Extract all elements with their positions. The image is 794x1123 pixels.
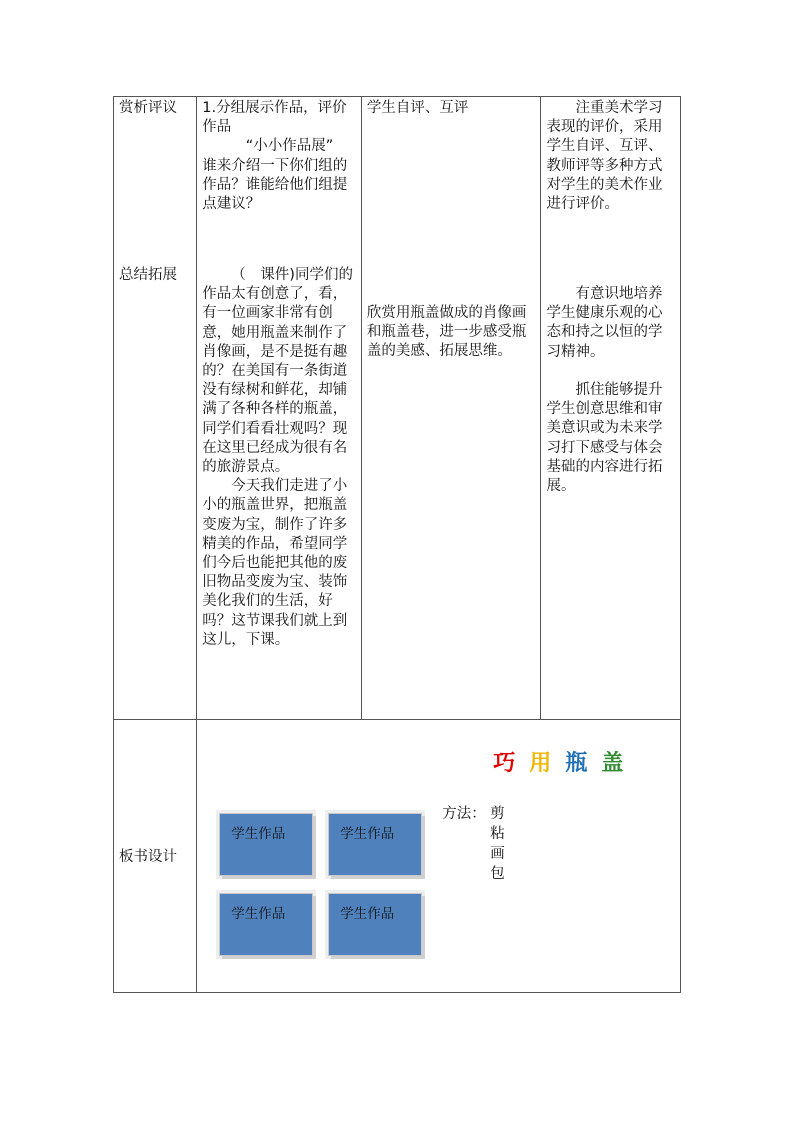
card-label: 学生作品 [231,906,286,922]
teacher-text-3: 谁来介绍一下你们组的作品？谁能给他们组提点建议？ [202,157,348,213]
method-label: 方法： [442,806,486,822]
phase-label-summary: 总结拓展 [119,267,177,283]
board-label-cell [114,720,197,993]
card-label: 学生作品 [340,826,395,842]
student-work-card [328,893,422,956]
phase-label-appreciate: 赏析评议 [119,100,177,116]
teacher-text-5: 今天我们走进了小小的瓶盖世界，把瓶盖变废为宝，制作了许多精美的作品，希望同学们今后也能把其他的废旧物品变废为宝、装饰美化我们的生活，好吗？这节课我们就上到这儿，下课。 [202,478,348,648]
intent-text-3: 抓住能够提升学生创意思维和审美意识或为未来学习打下感受与体会基础的内容进行拓展。 [546,382,663,495]
intent-text-1: 注重美术学习表现的评价，采用学生自评、互评、教师评等多种方式对学生的美术作业进行评价。 [546,100,663,213]
table-row [114,97,681,720]
method-item: 包 [490,866,505,882]
lesson-plan-table [113,96,681,993]
method-list [490,804,506,884]
board-title [493,750,637,776]
method-item: 画 [490,846,505,862]
card-label: 学生作品 [231,826,286,842]
table-row [114,720,681,993]
design-intent-cell [541,97,681,720]
method-item: 剪 [490,806,505,822]
teacher-text-1: 1.分组展示作品，评价作品 [202,100,347,136]
teacher-text-2: “小小作品展” [245,138,334,155]
student-work-card [219,893,313,956]
student-activity-cell [361,97,541,720]
board-title-char: 瓶 [565,750,588,776]
student-text-1: 学生自评、互评 [366,100,469,116]
board-title-char: 巧 [493,750,516,776]
board-title-char: 盖 [601,750,624,776]
board-design-cell [197,720,681,993]
student-work-card [328,813,422,876]
board-title-char: 用 [529,750,552,776]
teacher-text-4: （ 课件)同学们的作品太有创意了，看，有一位画家非常有创意，她用瓶盖来制作了肖像画，是不是挺有趣的？在美国有一条街道没有绿树和鲜花，却铺满了各种各样的瓶盖，同学们看看壮观吗？现在这里已经成为很有名的旅游景点。 [202,267,353,476]
board-design-label: 板书设计 [119,849,177,865]
method-item: 粘 [490,826,505,842]
student-work-card [219,813,313,876]
teacher-activity-cell [197,97,362,720]
phase-cell [114,97,197,720]
student-text-2: 欣赏用瓶盖做成的肖像画和瓶盖巷，进一步感受瓶盖的美感、拓展思维。 [366,305,527,360]
card-label: 学生作品 [340,906,395,922]
intent-text-2: 有意识地培养学生健康乐观的心态和持之以恒的学习精神。 [546,286,663,360]
